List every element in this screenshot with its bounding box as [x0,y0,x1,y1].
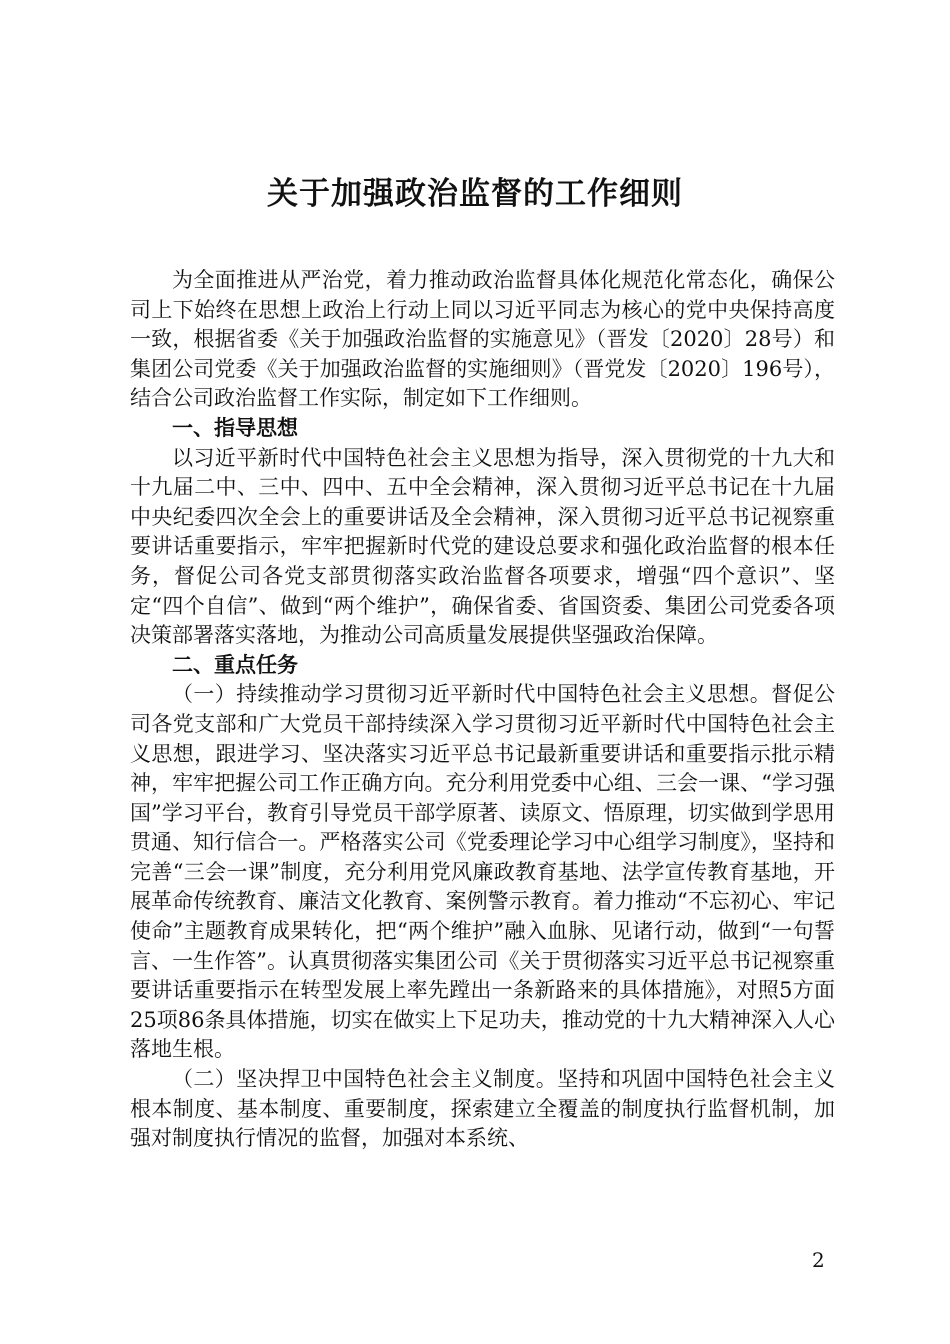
key-task-item-1: （一）持续推动学习贯彻习近平新时代中国特色社会主义思想。督促公司各党支部和广大党员干部持续深入学习贯彻习近平新时代中国特色社会主义思想，跟进学习、坚决落实习近平总书记最新重要讲话和重要指示批示精神，牢牢把握公司工作正确方向。充分利用党委中心组、三会一课、“学习强国”学习平台，教育引导党员干部学原著、读原文、悟原理，切实做到学思用贯通、知行信合一。严格落实公司《党委理论学习中心组学习制度》，坚持和完善“三会一课”制度，充分利用党风廉政教育基地、法学宣传教育基地，开展革命传统教育、廉洁文化教育、案例警示教育。着力推动“不忘初心、牢记使命”主题教育成果转化，把“两个维护”融入血脉、见诸行动，做到“一句誓言、一生作答”。认真贯彻落实集团公司《关于贯彻落实习近平总书记视察重要讲话重要指示在转型发展上率先蹚出一条新路来的具体措施》，对照5方面25项86条具体措施，切实在做实上下足功夫，推动党的十九大精神深入人心落地生根。 [130,682,835,1062]
key-task-item-2: （二）坚决捍卫中国特色社会主义制度。坚持和巩固中国特色社会主义根本制度、基本制度、重要制度，探索建立全覆盖的制度执行监督机制，加强对制度执行情况的监督，加强对本系统、 [130,1067,835,1151]
section-heading-key-tasks: 二、重点任务 [172,652,298,677]
page-number: 2 [812,1248,825,1272]
document-body [130,266,835,1154]
section-heading-guiding-ideology: 一、指导思想 [172,415,298,440]
intro-paragraph: 为全面推进从严治党，着力推动政治监督具体化规范化常态化，确保公司上下始终在思想上政治上行动上同以习近平同志为核心的党中央保持高度一致，根据省委《关于加强政治监督的实施意见》（晋发〔2020〕28号）和集团公司党委《关于加强政治监督的实施细则》（晋党发〔2020〕196号），结合公司政治监督工作实际，制定如下工作细则。 [130,268,835,411]
guiding-ideology-paragraph: 以习近平新时代中国特色社会主义思想为指导，深入贯彻党的十九大和十九届二中、三中、四中、五中全会精神，深入贯彻习近平总书记在十九届中央纪委四次全会上的重要讲话及全会精神，深入贯彻习近平总书记视察重要讲话重要指示，牢牢把握新时代党的建设总要求和强化政治监督的根本任务，督促公司各党支部贯彻落实政治监督各项要求，增强“四个意识”、坚定“四个自信”、做到“两个维护”，确保省委、省国资委、集团公司党委各项决策部署落实落地，为推动公司高质量发展提供坚强政治保障。 [130,445,835,648]
document-title: 关于加强政治监督的工作细则 [267,176,683,212]
